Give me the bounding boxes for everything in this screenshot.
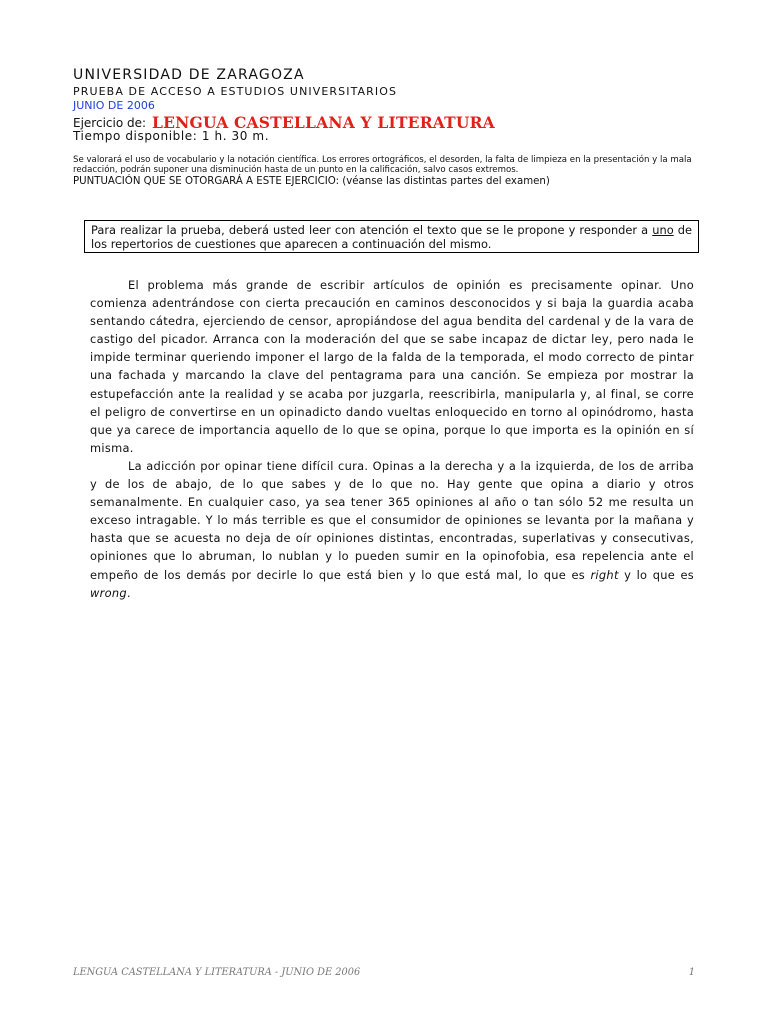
time-available: Tiempo disponible: 1 h. 30 m. (73, 129, 270, 143)
instructions-text-before: Para realizar la prueba, deberá usted leer con atención el texto que se le propone y responder a (91, 223, 653, 237)
word-wrong: wrong (90, 585, 127, 600)
reading-text (90, 276, 694, 602)
paragraph-2-end: . (126, 585, 131, 600)
page-number: 1 (688, 967, 695, 978)
evaluation-note: Se valorará el uso de vocabulario y la notación científica. Los errores ortográficos, el desorden, la falta de limpieza en la presentación y la mala redacción, podrán suponer una disminución hasta de un punto en la calificación, salvo casos extremos. (73, 155, 692, 175)
scoring-line: PUNTUACIÓN QUE SE OTORGARÁ A ESTE EJERCICIO: (véanse las distintas partes del examen) (73, 176, 550, 187)
page-footer (73, 967, 695, 978)
exercise-label: Ejercicio de: (73, 116, 147, 130)
paragraph-2 (90, 457, 694, 602)
exam-session: JUNIO DE 2006 (73, 99, 155, 112)
footer-title: LENGUA CASTELLANA Y LITERATURA - JUNIO DE 2006 (73, 967, 361, 978)
subject-title: LENGUA CASTELLANA Y LITERATURA (152, 113, 495, 132)
university-name: UNIVERSIDAD DE ZARAGOZA (73, 67, 305, 83)
instructions-underlined: uno (652, 223, 674, 237)
word-right: right (590, 567, 619, 582)
paragraph-1: El problema más grande de escribir artículos de opinión es precisamente opinar. Uno comienza adentrándose con cierta precaución en caminos desconocidos y si baja la guardia acaba sentando cátedra, ejerciendo de censor, apropiándose del agua bendita del cardenal y de la vara de castigo del picador. Arranca con la moderación del que se sabe incapaz de dictar ley, pero nada le impide terminar queriendo imponer el largo de la falda de la temporada, el modo correcto de pintar una fachada y marcando la clave del pentagrama para una canción. Se empieza por mostrar la estupefacción ante la realidad y se acaba por juzgarla, reescribirla, manipularla y, al final, se corre el peligro de convertirse en un opinadicto dando vueltas enloquecido en torno al opinódromo, hasta que ya carece de importancia aquello de lo que se opina, porque lo que importa es la opinión en sí misma. (90, 278, 694, 455)
exam-title: PRUEBA DE ACCESO A ESTUDIOS UNIVERSITARIOS (73, 85, 398, 98)
instructions-box (84, 220, 699, 253)
instructions-text-after: de los repertorios de cuestiones que aparecen a continuación del mismo. (91, 223, 692, 251)
paragraph-2-mid: y lo que es (618, 567, 695, 582)
paragraph-2-main: La adicción por opinar tiene difícil cura. Opinas a la derecha y a la izquierda, de los de arriba y de los de abajo, de lo que sabes y de lo que no. Hay gente que opina a diario y otros semanalmente. En cualquier caso, ya sea tener 365 opiniones al año o tan sólo 52 me resulta un exceso intragable. Y lo más terrible es que el consumidor de opiniones se levanta por la mañana y hasta que se acuesta no deja de oír opiniones distintas, encontradas, superlativas y consecutivas, opiniones que lo abruman, lo nublan y lo pueden sumir en la opinofobia, esa repelencia ante el empeño de los demás por decirle lo que está bien y lo que está mal, lo que es (90, 458, 694, 582)
